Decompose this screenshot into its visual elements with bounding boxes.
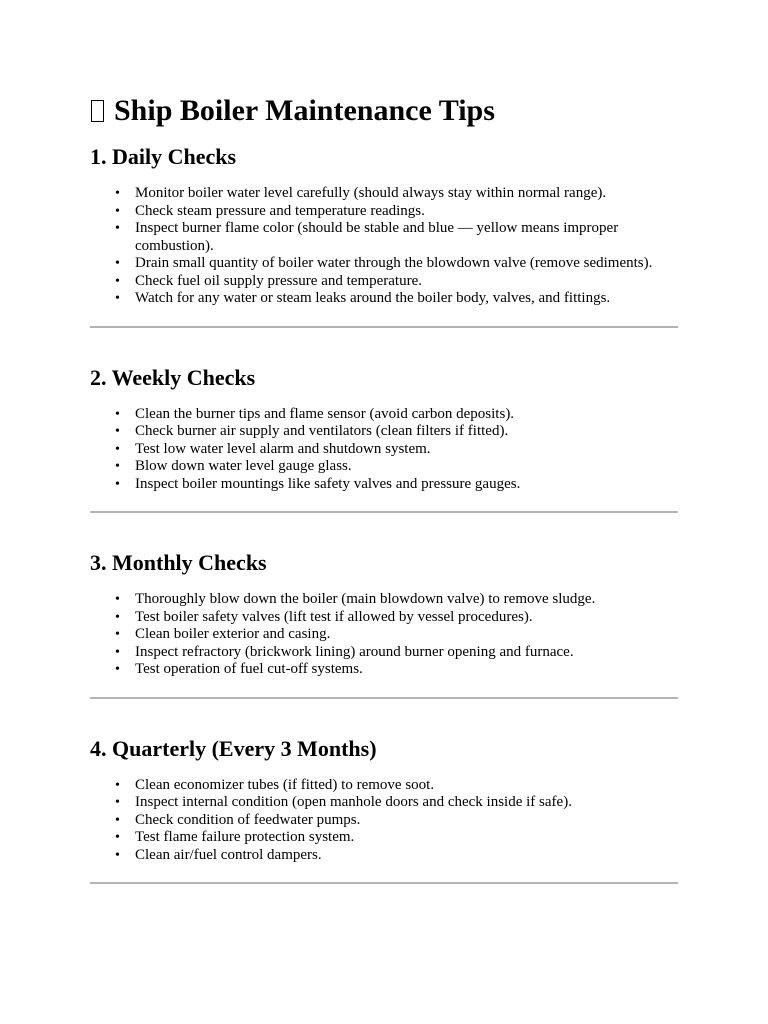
bullet-icon: •	[115, 609, 120, 625]
list-item-text: Clean air/fuel control dampers.	[135, 846, 322, 863]
list-item-text: Inspect internal condition (open manhole doors and check inside if safe).	[135, 794, 572, 810]
list-item	[115, 185, 678, 203]
bullet-icon: •	[115, 256, 120, 271]
bullet-icon: •	[115, 186, 120, 201]
bullet-icon: •	[115, 777, 120, 793]
section-1	[90, 143, 678, 328]
list-item-text: Inspect burner flame color (should be stable and blue — yellow means improper combustion).	[135, 220, 619, 254]
bullet-list	[90, 185, 678, 308]
bullet-icon: •	[115, 592, 120, 607]
bullet-icon: •	[115, 203, 120, 219]
list-item-text: Inspect refractory (brickwork lining) around burner opening and furnace.	[135, 643, 574, 660]
section-divider	[90, 882, 678, 884]
list-item-text: Check burner air supply and ventilators (clean filters if fitted).	[135, 423, 509, 439]
list-item-text: Test flame failure protection system.	[135, 829, 355, 845]
list-item-text: Check fuel oil supply pressure and temperature.	[135, 272, 422, 289]
bullet-icon: •	[115, 406, 120, 422]
section-divider	[90, 326, 678, 328]
list-item	[115, 220, 678, 255]
bullet-icon: •	[115, 441, 120, 457]
section-divider	[90, 697, 678, 699]
list-item-text: Test operation of fuel cut-off systems.	[135, 661, 363, 677]
bullet-icon: •	[115, 459, 120, 474]
list-item-text: Test low water level alarm and shutdown system.	[135, 440, 431, 457]
bullet-icon: •	[115, 795, 120, 810]
list-item	[115, 272, 678, 291]
list-item-text: Check condition of feedwater pumps.	[135, 811, 361, 828]
list-item	[115, 626, 678, 644]
list-item	[115, 423, 678, 441]
list-item	[115, 811, 678, 830]
bullet-icon: •	[115, 273, 120, 289]
sections-container	[90, 143, 678, 884]
list-item-text: Clean the burner tips and flame sensor (avoid carbon deposits).	[135, 405, 515, 422]
section-2	[90, 364, 678, 514]
list-item	[115, 458, 678, 476]
list-item	[115, 608, 678, 627]
bullet-icon: •	[115, 627, 120, 642]
section-divider	[90, 511, 678, 513]
list-item	[115, 643, 678, 662]
list-item	[115, 202, 678, 221]
list-item	[115, 846, 678, 865]
list-item	[115, 661, 678, 679]
bullet-list	[90, 777, 678, 865]
list-item-text: Inspect boiler mountings like safety valves and pressure gauges.	[135, 475, 521, 492]
section-heading: 4. Quarterly (Every 3 Months)	[90, 735, 377, 761]
bullet-icon: •	[115, 830, 120, 845]
page-title-text: Ship Boiler Maintenance Tips	[114, 94, 495, 127]
bullet-list	[90, 406, 678, 494]
bullet-icon: •	[115, 476, 120, 492]
list-item	[115, 475, 678, 494]
list-item-text: Check steam pressure and temperature readings.	[135, 202, 425, 219]
list-item-text: Clean boiler exterior and casing.	[135, 626, 331, 642]
section-heading: 1. Daily Checks	[90, 144, 237, 169]
bullet-icon: •	[115, 847, 120, 863]
bullet-list	[90, 591, 678, 679]
list-item	[115, 405, 678, 424]
list-item	[115, 591, 678, 609]
bullet-icon: •	[115, 424, 120, 439]
list-item-text: Clean economizer tubes (if fitted) to remove soot.	[135, 776, 435, 793]
page-title	[90, 92, 678, 130]
list-item-text: Drain small quantity of boiler water through the blowdown valve (remove sediments).	[135, 255, 653, 271]
list-item-text: Watch for any water or steam leaks around the boiler body, valves, and fittings.	[135, 290, 611, 306]
list-item	[115, 440, 678, 459]
bullet-icon: •	[115, 291, 120, 306]
bullet-icon: •	[115, 812, 120, 828]
list-item-text: Monitor boiler water level carefully (should always stay within normal range).	[135, 185, 607, 201]
list-item	[115, 794, 678, 812]
list-item	[115, 255, 678, 273]
section-heading: 3. Monthly Checks	[90, 550, 267, 575]
list-item	[115, 829, 678, 847]
bullet-icon: •	[115, 221, 120, 236]
section-heading: 2. Weekly Checks	[90, 364, 256, 390]
missing-glyph-icon	[91, 100, 104, 122]
section-4	[90, 735, 678, 885]
section-3	[90, 549, 678, 699]
bullet-icon: •	[115, 662, 120, 677]
list-item	[115, 290, 678, 308]
list-item	[115, 776, 678, 795]
bullet-icon: •	[115, 644, 120, 660]
list-item-text: Thoroughly blow down the boiler (main blowdown valve) to remove sludge.	[135, 591, 596, 607]
list-item-text: Blow down water level gauge glass.	[135, 458, 352, 474]
list-item-text: Test boiler safety valves (lift test if allowed by vessel procedures).	[135, 608, 533, 625]
